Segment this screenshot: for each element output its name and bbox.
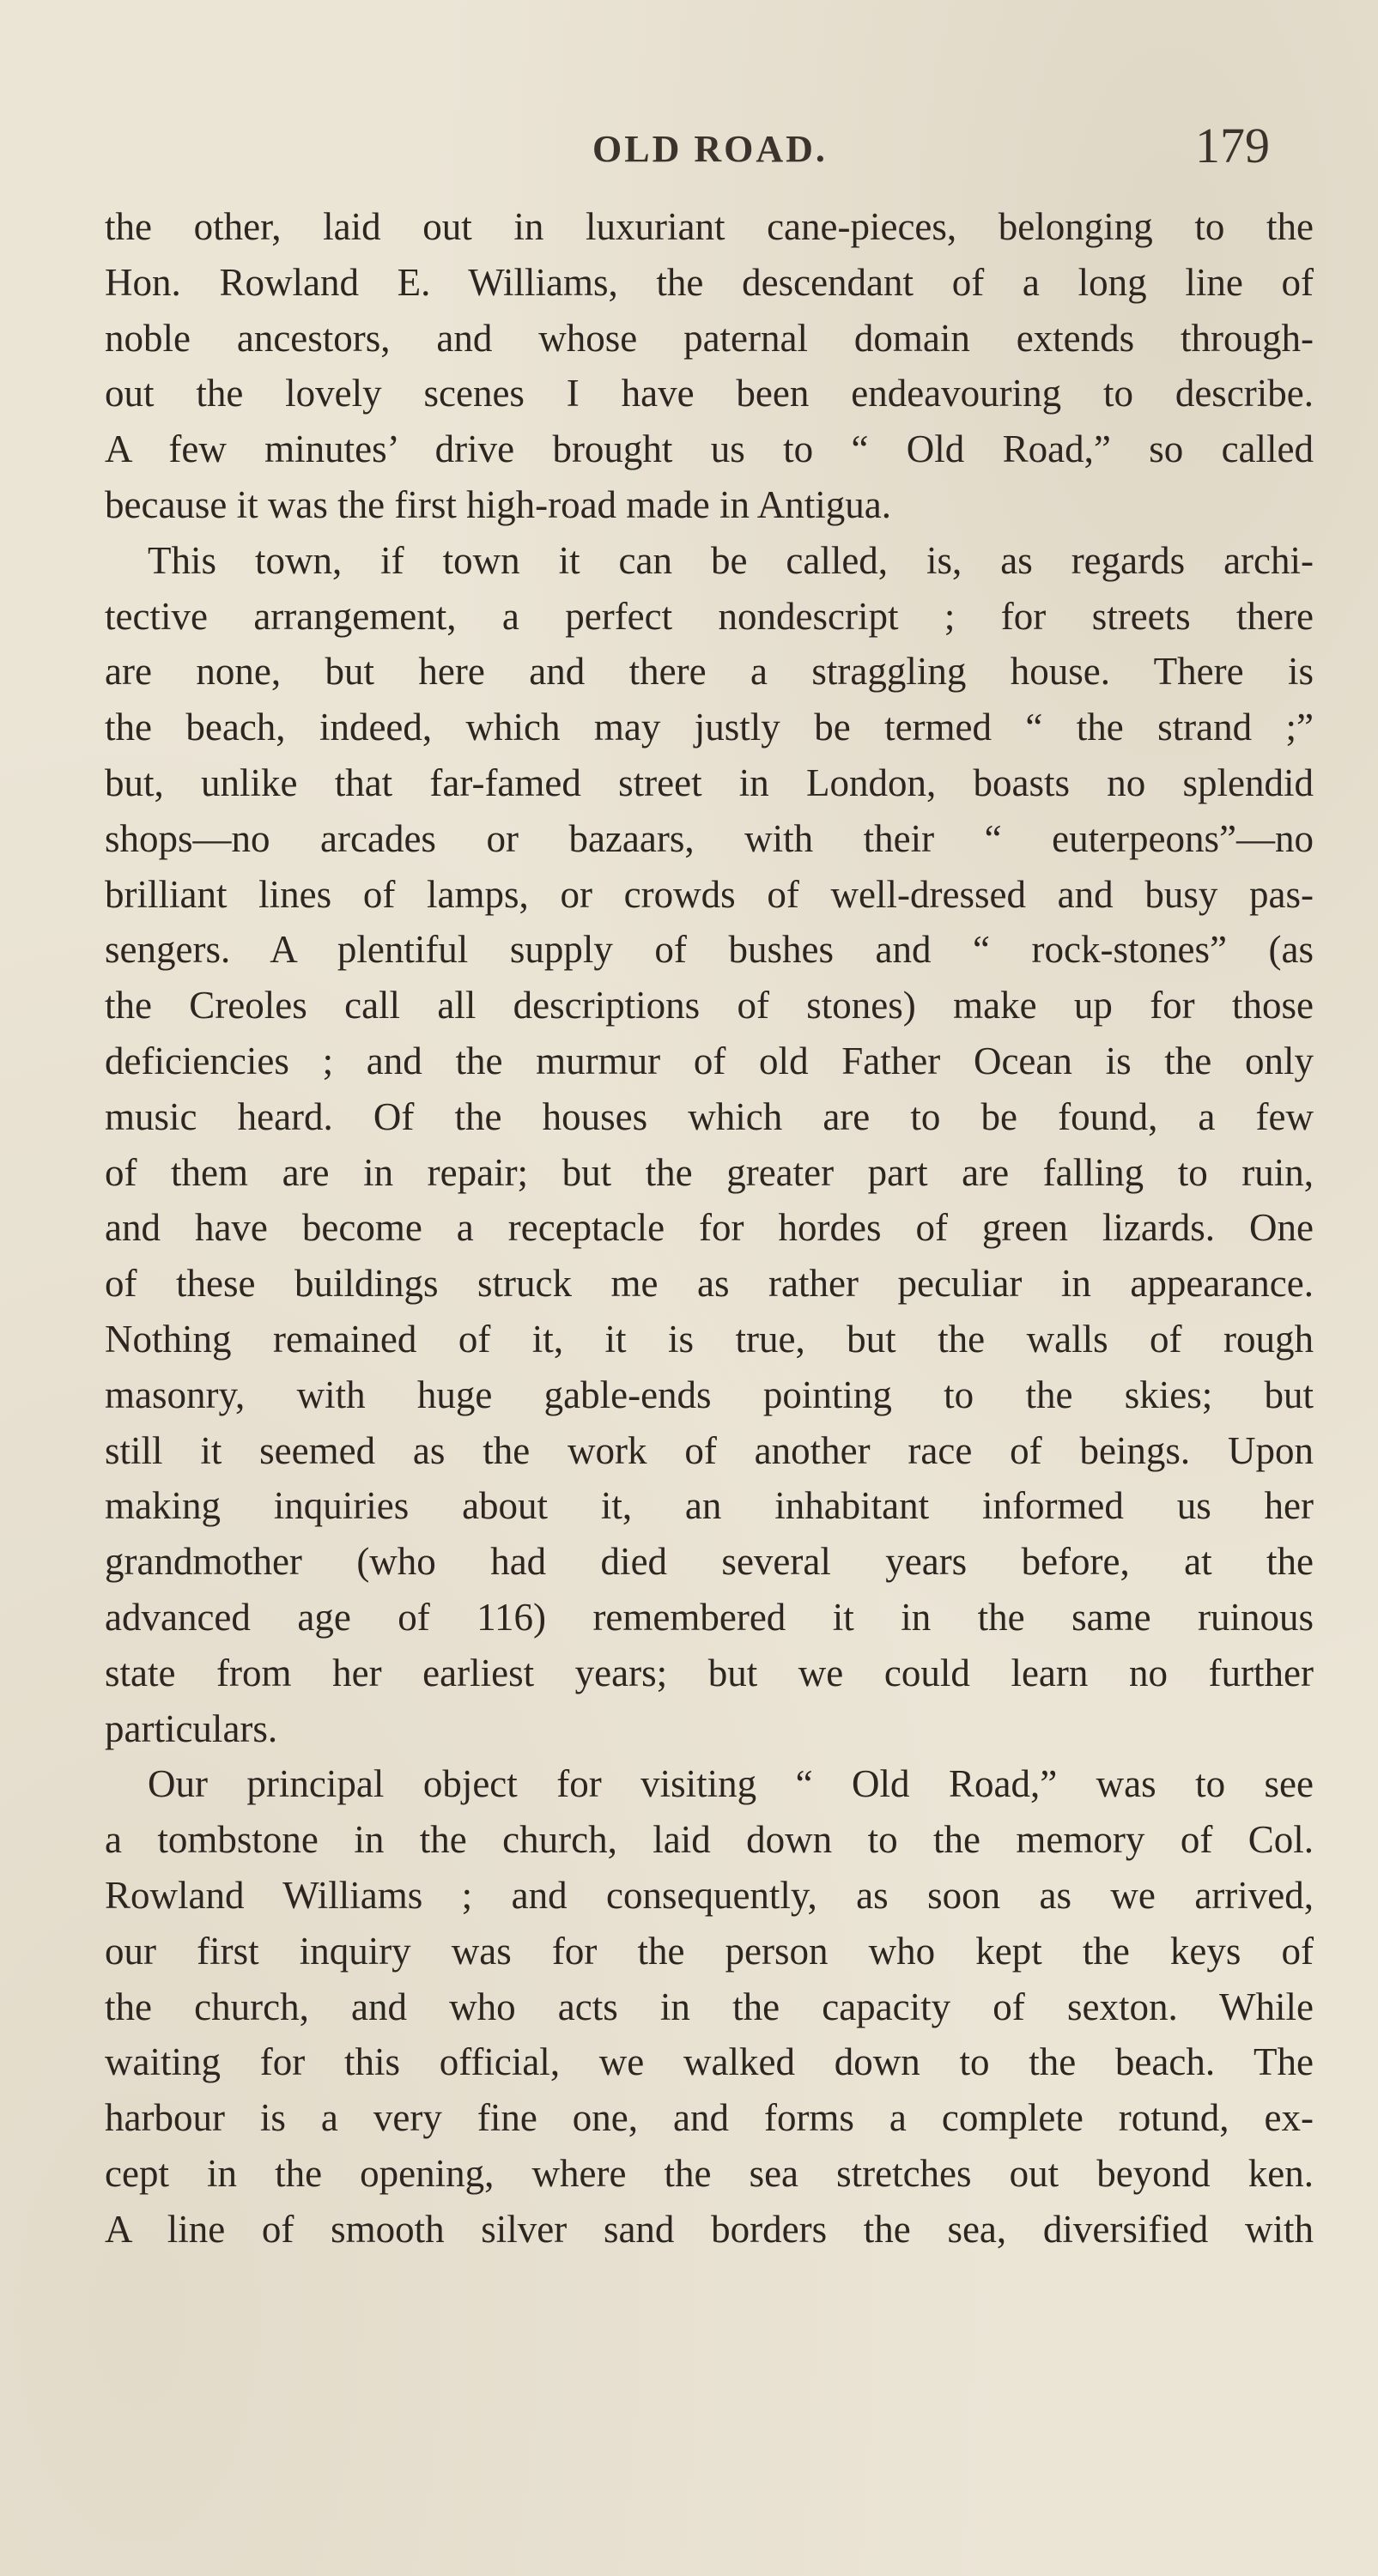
text-line: tective arrangement, a perfect nondescript ; for streets there xyxy=(105,594,1314,638)
running-title: OLD ROAD. xyxy=(592,128,828,170)
text-line: waiting for this official, we walked down to the beach. The xyxy=(105,2040,1314,2084)
text-line: but, unlike that far-famed street in London, boasts no splendid xyxy=(105,761,1314,804)
body-text xyxy=(105,199,1314,2257)
text-line: Hon. Rowland E. Williams, the descendant of a long line of xyxy=(105,260,1314,304)
text-line: the Creoles call all descriptions of stones) make up for those xyxy=(105,984,1314,1027)
text-line: advanced age of 116) remembered it in the same ruinous xyxy=(105,1595,1314,1639)
text-line: the other, laid out in luxuriant cane-pieces, belonging to the xyxy=(105,205,1314,248)
text-line: state from her earliest years; but we could learn no further xyxy=(105,1651,1314,1694)
text-line: are none, but here and there a straggling house. There is xyxy=(105,650,1314,694)
text-line: sengers. A plentiful supply of bushes and “ rock-stones” (as xyxy=(105,928,1314,972)
text-line: A few minutes’ drive brought us to “ Old Road,” so called xyxy=(105,427,1314,471)
text-line: Rowland Williams ; and consequently, as soon as we arrived, xyxy=(105,1873,1314,1917)
text-line: Nothing remained of it, it is true, but the walls of rough xyxy=(105,1317,1314,1361)
text-line: the beach, indeed, which may justly be termed “ the strand ;” xyxy=(105,706,1314,749)
text-line: grandmother (who had died several years before, at the xyxy=(105,1540,1314,1584)
text-line: of them are in repair; but the greater part are falling to ruin, xyxy=(105,1150,1314,1194)
text-line: cept in the opening, where the sea stretches out beyond ken. xyxy=(105,2151,1314,2195)
text-line: Our principal object for visiting “ Old Road,” was to see xyxy=(148,1762,1314,1806)
text-line: deficiencies ; and the murmur of old Father Ocean is the only xyxy=(105,1039,1314,1082)
text-line: music heard. Of the houses which are to be found, a few xyxy=(105,1094,1314,1138)
text-line: out the lovely scenes I have been endeavouring to describe. xyxy=(105,372,1314,415)
text-line: a tombstone in the church, laid down to the memory of Col. xyxy=(105,1818,1314,1862)
text-line: brilliant lines of lamps, or crowds of well-dressed and busy pas- xyxy=(105,872,1314,916)
text-line: noble ancestors, and whose paternal domain extends through- xyxy=(105,316,1314,360)
text-line: because it was the first high-road made in Antigua. xyxy=(105,482,891,526)
page-number: 179 xyxy=(1195,118,1270,173)
text-line: of these buildings struck me as rather peculiar in appearance. xyxy=(105,1262,1314,1306)
text-line: and have become a receptacle for hordes of green lizards. One xyxy=(105,1206,1314,1250)
text-line: our first inquiry was for the person who kept the keys of xyxy=(105,1929,1314,1973)
text-line: making inquiries about it, an inhabitant informed us her xyxy=(105,1484,1314,1528)
text-line: A line of smooth silver sand borders the sea, diversified with xyxy=(105,2207,1314,2251)
text-line: harbour is a very fine one, and forms a complete rotund, ex- xyxy=(105,2096,1314,2140)
text-line: masonry, with huge gable-ends pointing to the skies; but xyxy=(105,1373,1314,1416)
text-line: shops—no arcades or bazaars, with their “ euterpeons”—no xyxy=(105,816,1314,860)
text-line: particulars. xyxy=(105,1706,278,1750)
text-line: This town, if town it can be called, is, as regards archi- xyxy=(148,538,1314,582)
text-line: still it seemed as the work of another race of beings. Upon xyxy=(105,1428,1314,1472)
text-line: the church, and who acts in the capacity of sexton. While xyxy=(105,1985,1314,2028)
